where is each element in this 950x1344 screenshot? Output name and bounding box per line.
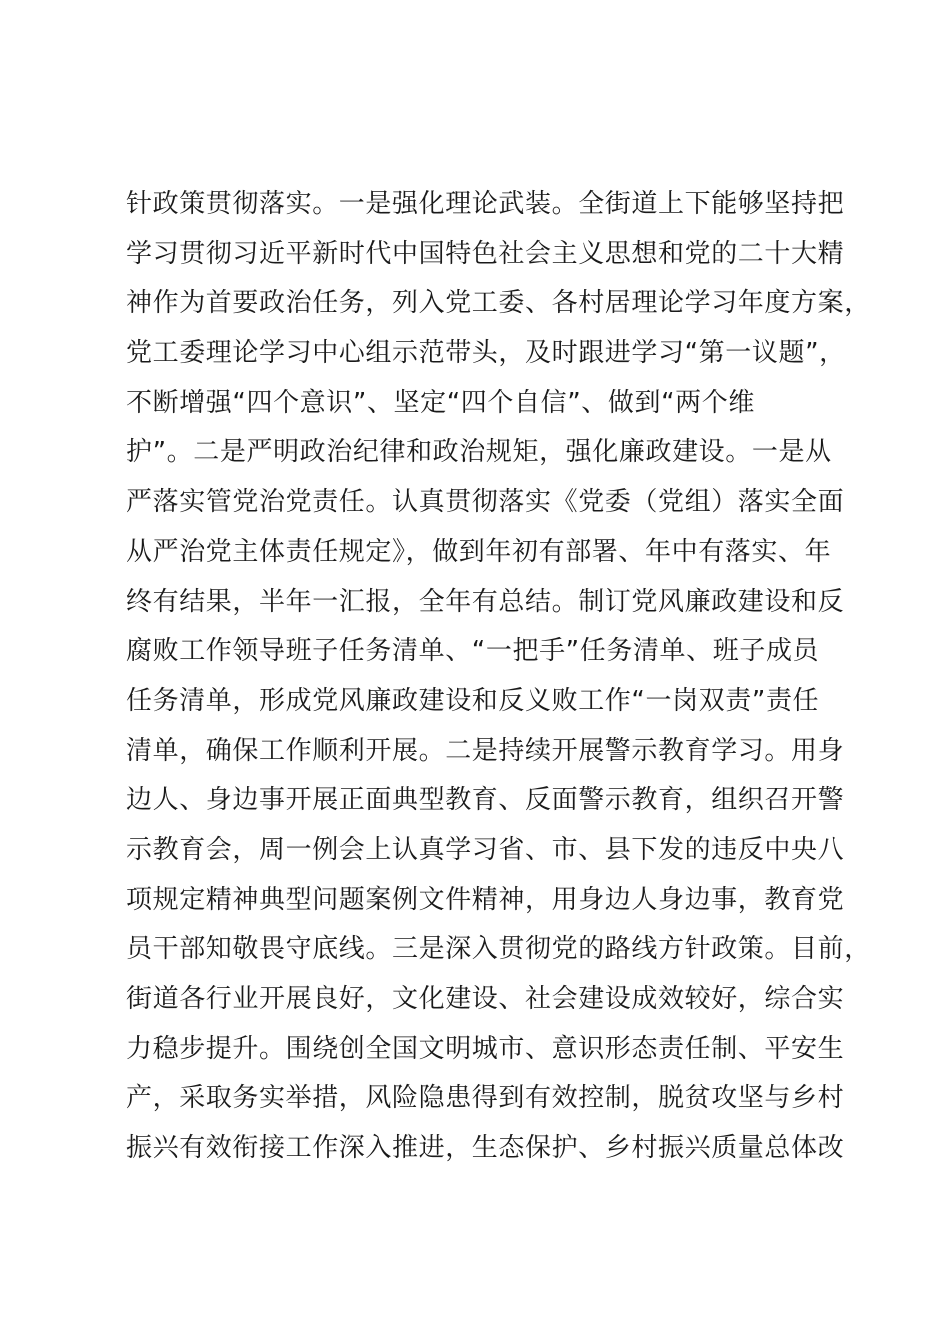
text-line: 边人、身边事开展正面典型教育、反面警示教育，组织召开警 bbox=[126, 785, 845, 816]
text-line: 示教育会，周一例会上认真学习省、市、县下发的违反中央八 bbox=[126, 834, 845, 865]
text-line: 力稳步提升。围绕创全国文明城市、意识形态责任制、平安生 bbox=[126, 1033, 845, 1064]
text-line: 严落实管党治党责任。认真贯彻落实《党委（党组）落实全面 bbox=[126, 487, 845, 518]
text-line: 护”。二是严明政治纪律和政治规矩，强化廉政建设。一是从 bbox=[126, 437, 832, 468]
text-line: 腐败工作领导班子任务清单、“一把手”任务清单、班子成员 bbox=[126, 636, 820, 667]
text-line: 项规定精神典型问题案例文件精神，用身边人身边事，教育党 bbox=[126, 884, 845, 915]
text-line: 街道各行业开展良好，文化建设、社会建设成效较好，综合实 bbox=[126, 984, 845, 1014]
text-line: 清单，确保工作顺利开展。二是持续开展警示教育学习。用身 bbox=[126, 735, 845, 766]
text-line: 党工委理论学习中心组示范带头，及时跟进学习“第一议题”， bbox=[126, 338, 846, 369]
text-line: 员干部知敬畏守底线。三是深入贯彻党的路线方针政策。目前， bbox=[126, 934, 871, 965]
text-line: 神作为首要政治任务，列入党工委、各村居理论学习年度方案， bbox=[126, 288, 871, 319]
text-line: 终有结果，半年一汇报，全年有总结。制订党风廉政建设和反 bbox=[126, 586, 845, 617]
text-line: 不断增强“四个意识”、坚定“四个自信”、做到“两个维 bbox=[126, 387, 755, 418]
text-line: 产，采取务实举措，风险隐患得到有效控制，脱贫攻坚与乡村 bbox=[126, 1083, 845, 1114]
text-line: 从严治党主体责任规定》，做到年初有部署、年中有落实、年 bbox=[126, 536, 832, 567]
text-line: 任务清单，形成党风廉政建设和反义败工作“一岗双责”责任 bbox=[126, 685, 820, 716]
text-line: 针政策贯彻落实。一是强化理论武装。全街道上下能够坚持把 bbox=[126, 189, 845, 219]
text-line: 学习贯彻习近平新时代中国特色社会主义思想和党的二十大精 bbox=[126, 238, 845, 269]
text-line: 振兴有效衔接工作深入推进，生态保护、乡村振兴质量总体改 bbox=[126, 1133, 845, 1164]
body-paragraph bbox=[126, 180, 871, 1174]
